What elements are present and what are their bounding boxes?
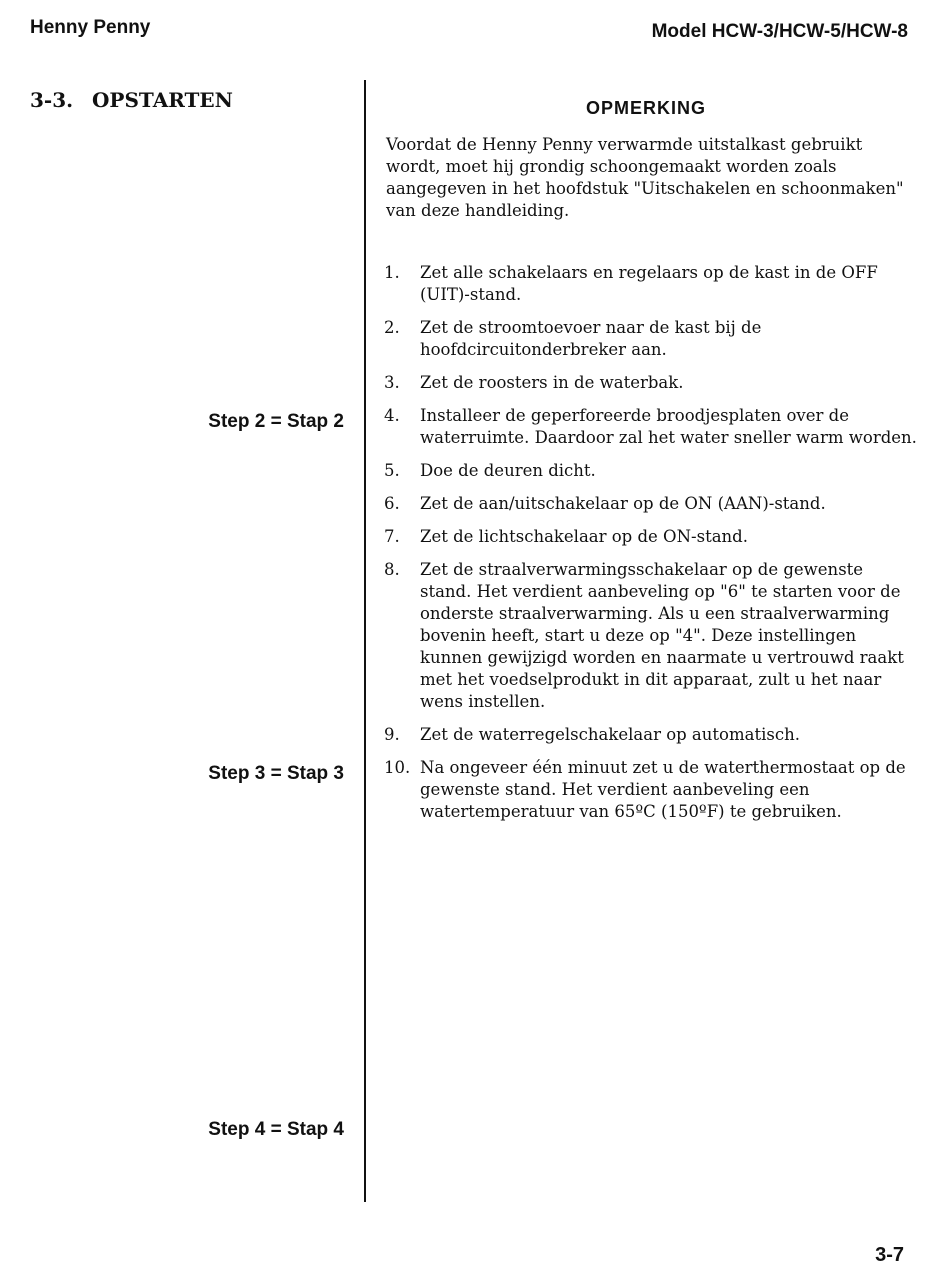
note-title: OPMERKING <box>585 98 706 118</box>
list-item <box>384 460 918 482</box>
list-item <box>384 372 918 394</box>
step-number: 7. <box>384 527 400 546</box>
page-number: 3-7 <box>875 1244 904 1266</box>
step-text: Zet de roosters in de waterbak. <box>420 373 684 392</box>
step-number: 6. <box>384 494 400 513</box>
side-note-step-4: Step 4 = Stap 4 <box>208 1119 344 1140</box>
list-item <box>384 262 918 306</box>
column-divider <box>364 80 366 1202</box>
side-note-step-2: Step 2 = Stap 2 <box>208 411 344 432</box>
step-number: 5. <box>384 461 400 480</box>
step-number: 8. <box>384 560 400 579</box>
step-number: 10. <box>384 758 411 777</box>
header-model: Model HCW-3/HCW-5/HCW-8 <box>651 21 908 42</box>
list-item <box>384 526 918 548</box>
section-title: OPSTARTEN <box>92 88 233 112</box>
step-number: 4. <box>384 406 400 425</box>
section-heading <box>30 88 233 112</box>
step-text: Installeer de geperforeerde broodjesplaten over de waterruimte. Daardoor zal het water sneller warm worden. <box>420 406 917 447</box>
list-item <box>384 559 918 713</box>
list-item <box>384 317 918 361</box>
step-text: Zet de straalverwarmingsschakelaar op de gewenste stand. Het verdient aanbeveling op "6" te starten voor de onderste straalverwarming. Als u een straalverwarming bovenin heeft, start u deze op "4". Deze instellingen kunnen gewijzigd worden en naarmate u vertrouwd raakt met het voedselprodukt in dit apparaat, zult u het naar wens instellen. <box>420 560 904 711</box>
step-number: 3. <box>384 373 400 392</box>
step-text: Zet de lichtschakelaar op de ON-stand. <box>420 527 748 546</box>
step-text: Zet de aan/uitschakelaar op de ON (AAN)-stand. <box>420 494 826 513</box>
step-text: Doe de deuren dicht. <box>420 461 596 480</box>
step-number: 9. <box>384 725 400 744</box>
step-number: 2. <box>384 318 400 337</box>
header-brand: Henny Penny <box>30 17 151 38</box>
step-text: Zet de waterregelschakelaar op automatisch. <box>420 725 800 744</box>
list-item <box>384 757 918 823</box>
list-item <box>384 405 918 449</box>
note-body: Voordat de Henny Penny verwarmde uitstalkast gebruikt wordt, moet hij grondig schoongemaakt worden zoals aangegeven in het hoofdstuk "Uitschakelen en schoonmaken" van deze handleiding. <box>386 135 904 220</box>
side-note-step-3: Step 3 = Stap 3 <box>208 763 344 784</box>
steps-list <box>384 262 918 834</box>
step-text: Na ongeveer één minuut zet u de waterthermostaat op de gewenste stand. Het verdient aanbeveling een watertemperatuur van 65ºC (150ºF) te gebruiken. <box>420 758 906 821</box>
step-number: 1. <box>384 263 400 282</box>
step-text: Zet de stroomtoevoer naar de kast bij de hoofdcircuitonderbreker aan. <box>420 318 762 359</box>
list-item <box>384 724 918 746</box>
step-text: Zet alle schakelaars en regelaars op de kast in de OFF (UIT)-stand. <box>420 263 878 304</box>
list-item <box>384 493 918 515</box>
section-number: 3-3. <box>30 88 74 112</box>
